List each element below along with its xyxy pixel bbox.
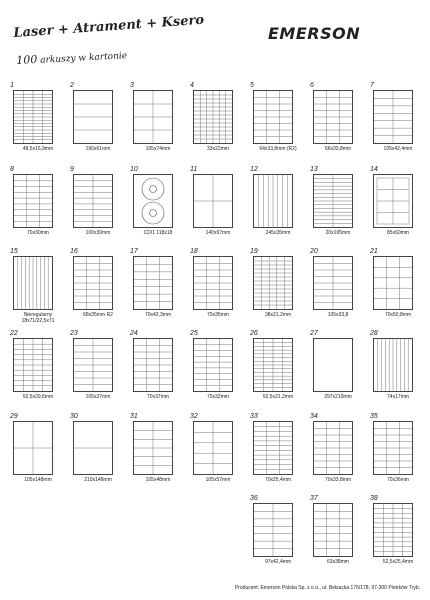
label-number: 12 bbox=[250, 166, 258, 173]
label-size: 70x30mm bbox=[27, 230, 49, 236]
label-size: 63x38mm bbox=[327, 559, 349, 565]
label-size: 52,5x25,4mm bbox=[382, 559, 414, 565]
label-size: 33x22mm bbox=[207, 146, 229, 152]
label-number: 10 bbox=[130, 166, 138, 173]
label-size: 20x105mm bbox=[325, 230, 351, 236]
label-number: 33 bbox=[250, 413, 258, 420]
label-size: 70x50,8mm bbox=[384, 312, 412, 318]
label-sheet-diagram bbox=[313, 256, 353, 310]
label-size: 105x74mm bbox=[145, 146, 171, 152]
label-sheet-diagram bbox=[13, 338, 53, 392]
label-number: 26 bbox=[250, 330, 258, 337]
label-number: 20 bbox=[310, 248, 318, 255]
label-size: 97x42,4mm bbox=[264, 559, 292, 565]
label-number: 13 bbox=[310, 166, 318, 173]
label-sheet-diagram bbox=[373, 256, 413, 310]
label-number: 25 bbox=[190, 330, 198, 337]
label-sheet-diagram bbox=[253, 338, 293, 392]
label-sheet-diagram bbox=[193, 256, 233, 310]
sheet-count-line bbox=[16, 48, 127, 67]
label-number: 18 bbox=[190, 248, 198, 255]
label-number: 14 bbox=[370, 166, 378, 173]
label-number: 22 bbox=[10, 330, 18, 337]
label-sheet-diagram bbox=[253, 421, 293, 475]
label-sheet-diagram bbox=[133, 421, 173, 475]
label-sheet-diagram bbox=[193, 174, 233, 228]
label-size: 297x210mm bbox=[324, 394, 352, 400]
label-size: 70x32mm bbox=[207, 394, 229, 400]
label-number: 11 bbox=[190, 166, 198, 173]
label-number: 17 bbox=[130, 248, 138, 255]
label-sheet-diagram bbox=[133, 338, 173, 392]
label-size: 64x33,8mm (R2) bbox=[259, 146, 297, 152]
label-sheet-diagram bbox=[193, 338, 233, 392]
sheet-count-text: arkuszy w kartonie bbox=[39, 51, 128, 66]
label-sheet-diagram bbox=[373, 503, 413, 557]
label-sheet-diagram bbox=[13, 174, 53, 228]
label-size: CD/1 118x18 bbox=[143, 230, 173, 236]
cd-hole-outline bbox=[150, 186, 157, 193]
cd-hole-outline bbox=[150, 210, 157, 217]
label-size: 190x61mm bbox=[85, 146, 111, 152]
label-size: 70x36mm bbox=[387, 477, 409, 483]
label-size: 74x17mm bbox=[387, 394, 409, 400]
brand-logo: EMERSON bbox=[268, 24, 361, 43]
label-number: 38 bbox=[370, 495, 378, 502]
label-size: 38x21,2mm bbox=[264, 312, 292, 318]
label-sheet-diagram bbox=[133, 90, 173, 144]
label-size: 105x57mm bbox=[205, 477, 231, 483]
label-size: 70x37mm bbox=[147, 394, 169, 400]
label-sheet-diagram bbox=[73, 338, 113, 392]
sheet-count: 100 bbox=[16, 52, 38, 67]
label-sheet-diagram bbox=[73, 174, 113, 228]
label-size: 105x33,8 bbox=[327, 312, 349, 318]
label-number: 35 bbox=[370, 413, 378, 420]
label-size: 140x97mm bbox=[205, 230, 231, 236]
label-size: 70x33,8mm bbox=[324, 477, 352, 483]
label-number: 29 bbox=[10, 413, 18, 420]
label-sheet-diagram bbox=[133, 174, 173, 228]
label-sheet-diagram bbox=[373, 174, 413, 228]
label-number: 8 bbox=[10, 166, 14, 173]
label-number: 34 bbox=[310, 413, 318, 420]
label-sheet-diagram bbox=[133, 256, 173, 310]
label-number: 37 bbox=[310, 495, 318, 502]
label-size: 70x25,4mm bbox=[264, 477, 292, 483]
label-size: 52,5x29,6mm bbox=[22, 394, 54, 400]
label-sheet-diagram bbox=[253, 174, 293, 228]
label-sheet-diagram bbox=[13, 256, 53, 310]
label-number: 1 bbox=[10, 82, 14, 89]
label-number: 3 bbox=[130, 82, 134, 89]
label-sheet-diagram bbox=[253, 256, 293, 310]
label-number: 24 bbox=[130, 330, 138, 337]
label-size: Nieregularny 18x71/22,5x71 bbox=[21, 312, 55, 324]
label-size: 105x37mm bbox=[85, 394, 111, 400]
label-size: 245x35mm bbox=[265, 230, 291, 236]
label-size: 210x148mm bbox=[84, 477, 112, 483]
label-number: 21 bbox=[370, 248, 378, 255]
label-number: 4 bbox=[190, 82, 194, 89]
label-number: 32 bbox=[190, 413, 198, 420]
label-sheet-diagram bbox=[13, 90, 53, 144]
label-sheet-diagram bbox=[373, 90, 413, 144]
label-sheet-diagram bbox=[73, 90, 113, 144]
label-number: 15 bbox=[10, 248, 18, 255]
label-size: 70x35mm bbox=[207, 312, 229, 318]
tagline: Laser + Atrament + Ksero bbox=[13, 12, 205, 41]
label-number: 23 bbox=[70, 330, 78, 337]
label-sheet-diagram bbox=[313, 338, 353, 392]
label-sheet-diagram bbox=[313, 503, 353, 557]
label-size: 70x42,3mm bbox=[144, 312, 172, 318]
label-sheet-diagram bbox=[253, 503, 293, 557]
label-size: 105x42,4mm bbox=[383, 146, 413, 152]
label-size: 85x60mm bbox=[387, 230, 409, 236]
label-size: 105x48mm bbox=[145, 477, 171, 483]
label-sheet-diagram bbox=[73, 256, 113, 310]
label-sheet-diagram bbox=[373, 338, 413, 392]
label-number: 30 bbox=[70, 413, 78, 420]
label-size: 68x35mm R2 bbox=[83, 312, 113, 318]
label-size: 48,5x16,9mm bbox=[22, 146, 54, 152]
label-number: 16 bbox=[70, 248, 78, 255]
label-sheet-diagram bbox=[313, 90, 353, 144]
label-size: 52,5x21,2mm bbox=[262, 394, 294, 400]
label-size: 100x30mm bbox=[85, 230, 111, 236]
producer-footer: Producent: Emerson Polska Sp. z o.o., ul. Bełzacka 176/178, 97-300 Piotrków Tryb. bbox=[234, 585, 420, 591]
label-sheet-diagram bbox=[13, 421, 53, 475]
label-sheet-diagram bbox=[313, 421, 353, 475]
label-number: 19 bbox=[250, 248, 258, 255]
label-number: 28 bbox=[370, 330, 378, 337]
label-number: 6 bbox=[310, 82, 314, 89]
label-number: 36 bbox=[250, 495, 258, 502]
cd-label-outline bbox=[142, 202, 164, 224]
label-number: 31 bbox=[130, 413, 138, 420]
label-number: 5 bbox=[250, 82, 254, 89]
cd-label-outline bbox=[142, 178, 164, 200]
label-sheet-diagram bbox=[193, 90, 233, 144]
label-number: 7 bbox=[370, 82, 374, 89]
label-sheet-diagram bbox=[73, 421, 113, 475]
label-size: 66x33,8mm bbox=[324, 146, 352, 152]
label-size: 105x148mm bbox=[24, 477, 52, 483]
label-sheet-diagram bbox=[193, 421, 233, 475]
label-number: 2 bbox=[70, 82, 74, 89]
label-number: 9 bbox=[70, 166, 74, 173]
label-sheet-diagram bbox=[373, 421, 413, 475]
label-number: 27 bbox=[310, 330, 318, 337]
label-sheet-diagram bbox=[313, 174, 353, 228]
label-sheet-diagram bbox=[253, 90, 293, 144]
